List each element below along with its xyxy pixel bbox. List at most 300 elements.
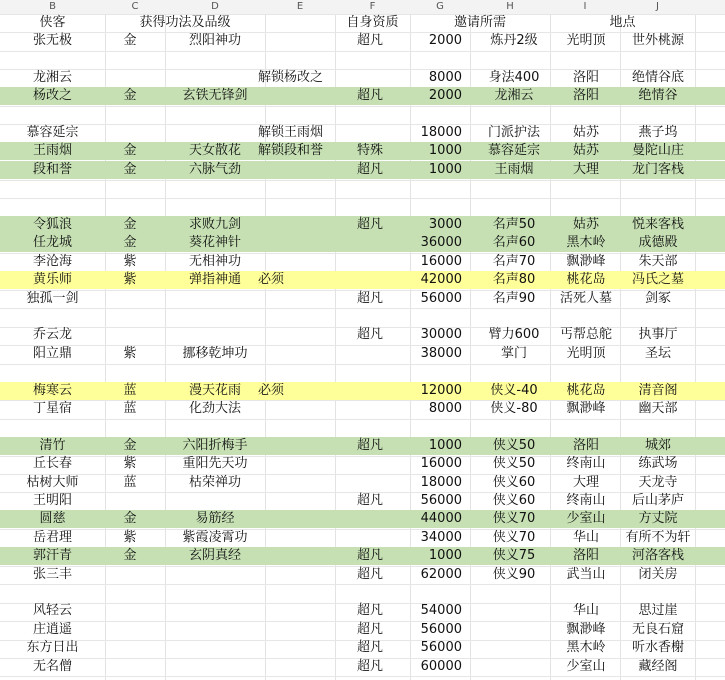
- skill-cell[interactable]: 易筋经: [195, 511, 235, 527]
- grade-cell[interactable]: 金: [123, 235, 137, 251]
- name-cell[interactable]: 无名僧: [32, 658, 72, 674]
- sublocation-cell[interactable]: 世外桃源: [631, 33, 684, 48]
- note-cell[interactable]: 解锁段和誉: [258, 143, 324, 159]
- col-header-B[interactable]: B: [49, 1, 56, 12]
- skill-cell[interactable]: [165, 658, 265, 676]
- aptitude-cell[interactable]: 超凡: [356, 640, 383, 656]
- cost-cell[interactable]: 3000: [428, 217, 462, 232]
- requirement-cell[interactable]: 名声90: [492, 290, 536, 306]
- location-cell[interactable]: 飘渺峰: [566, 621, 606, 637]
- requirement-cell[interactable]: 龙湘云: [494, 88, 534, 104]
- skill-cell[interactable]: [165, 290, 265, 308]
- sublocation-cell[interactable]: 圣坛: [644, 345, 671, 361]
- skill-cell[interactable]: 六脉气劲: [188, 161, 241, 177]
- name-cell[interactable]: 任龙城: [32, 235, 72, 251]
- col-header-D[interactable]: D: [211, 1, 219, 12]
- cost-cell[interactable]: 38000: [420, 345, 462, 361]
- skill-cell[interactable]: [165, 621, 265, 639]
- aptitude-cell[interactable]: 超凡: [356, 658, 383, 674]
- grade-cell[interactable]: [105, 492, 155, 510]
- requirement-cell[interactable]: 炼丹2级: [490, 33, 538, 48]
- sublocation-cell[interactable]: 冯氏之墓: [631, 272, 684, 288]
- cost-cell[interactable]: 62000: [420, 566, 462, 582]
- skill-cell[interactable]: [165, 418, 265, 436]
- name-cell[interactable]: 张无极: [32, 33, 72, 48]
- aptitude-cell[interactable]: [340, 474, 400, 492]
- aptitude-cell[interactable]: [340, 455, 400, 473]
- aptitude-cell[interactable]: 超凡: [356, 548, 383, 564]
- name-cell[interactable]: 圆慈: [39, 511, 66, 527]
- sublocation-cell[interactable]: 曼陀山庄: [631, 143, 684, 159]
- name-cell[interactable]: [0, 106, 105, 124]
- sublocation-cell[interactable]: 天龙寺: [638, 474, 678, 490]
- aptitude-cell[interactable]: [340, 529, 400, 547]
- name-cell[interactable]: 庄逍遥: [32, 621, 72, 637]
- aptitude-cell[interactable]: [340, 69, 400, 87]
- grade-cell[interactable]: 金: [123, 143, 137, 159]
- requirement-cell[interactable]: 侠义-40: [490, 382, 538, 398]
- name-cell[interactable]: 阳立鼎: [32, 345, 72, 361]
- location-cell[interactable]: 黑木岭: [566, 235, 606, 251]
- requirement-cell[interactable]: 掌门: [500, 345, 527, 361]
- sublocation-cell[interactable]: [618, 198, 698, 216]
- location-cell[interactable]: 终南山: [566, 456, 606, 472]
- location-cell[interactable]: 姑苏: [572, 143, 599, 159]
- sublocation-cell[interactable]: 听水香榭: [631, 640, 684, 656]
- skill-cell[interactable]: 烈阳神功: [188, 33, 241, 48]
- sublocation-cell[interactable]: 执事厅: [638, 327, 678, 343]
- location-cell[interactable]: [550, 179, 622, 197]
- requirement-cell[interactable]: [470, 658, 558, 676]
- aptitude-cell[interactable]: [340, 234, 400, 252]
- name-cell[interactable]: 黄乐师: [32, 272, 72, 288]
- skill-cell[interactable]: 重阳先天功: [182, 456, 248, 472]
- name-cell[interactable]: 丁星宿: [32, 401, 72, 416]
- cost-cell[interactable]: [410, 106, 462, 124]
- col-header-C[interactable]: C: [131, 1, 139, 12]
- sublocation-cell[interactable]: 城郊: [644, 437, 671, 453]
- sublocation-cell[interactable]: 清音阁: [638, 382, 678, 398]
- grade-cell[interactable]: 金: [123, 88, 137, 104]
- name-cell[interactable]: 龙湘云: [32, 69, 72, 85]
- grade-cell[interactable]: [105, 69, 155, 87]
- cost-cell[interactable]: 42000: [420, 272, 462, 288]
- grade-cell[interactable]: 蓝: [123, 474, 137, 490]
- aptitude-cell[interactable]: 超凡: [356, 603, 383, 619]
- sublocation-cell[interactable]: 河洛客栈: [631, 548, 684, 564]
- grade-cell[interactable]: [105, 290, 155, 308]
- aptitude-cell[interactable]: 超凡: [356, 217, 383, 232]
- note-cell[interactable]: 解锁杨改之: [258, 69, 324, 85]
- skill-cell[interactable]: 挪移乾坤功: [182, 345, 248, 361]
- requirement-cell[interactable]: 名声60: [492, 235, 536, 251]
- skill-cell[interactable]: 六阳折梅手: [182, 437, 248, 453]
- sublocation-cell[interactable]: 闭关房: [638, 566, 678, 582]
- skill-cell[interactable]: [165, 50, 265, 68]
- name-cell[interactable]: 令狐浪: [32, 217, 72, 232]
- aptitude-cell[interactable]: [340, 418, 400, 436]
- requirement-cell[interactable]: 侠义50: [492, 437, 536, 453]
- name-cell[interactable]: 风轻云: [32, 603, 72, 619]
- sublocation-cell[interactable]: [618, 308, 698, 326]
- grade-cell[interactable]: [105, 639, 155, 657]
- skill-cell[interactable]: 漫天花雨: [188, 382, 241, 398]
- requirement-cell[interactable]: [470, 639, 558, 657]
- requirement-cell[interactable]: [470, 363, 558, 381]
- grade-cell[interactable]: 金: [123, 217, 137, 232]
- location-cell[interactable]: 少室山: [566, 658, 606, 674]
- requirement-cell[interactable]: 侠义70: [492, 511, 536, 527]
- name-cell[interactable]: [0, 584, 105, 602]
- aptitude-cell[interactable]: [340, 179, 400, 197]
- skill-cell[interactable]: [165, 492, 265, 510]
- location-cell[interactable]: 姑苏: [572, 217, 599, 232]
- aptitude-cell[interactable]: 超凡: [356, 290, 383, 306]
- requirement-cell[interactable]: [470, 179, 558, 197]
- skill-cell[interactable]: [165, 326, 265, 344]
- requirement-cell[interactable]: 慕容延宗: [487, 143, 540, 159]
- col-header-J[interactable]: J: [656, 1, 659, 12]
- requirement-cell[interactable]: [470, 308, 558, 326]
- sublocation-cell[interactable]: 无良石窟: [631, 621, 684, 637]
- name-cell[interactable]: 枯树大师: [26, 474, 79, 490]
- aptitude-cell[interactable]: [340, 106, 400, 124]
- name-cell[interactable]: 丘长春: [32, 456, 72, 472]
- location-cell[interactable]: [550, 308, 622, 326]
- skill-cell[interactable]: [165, 124, 265, 142]
- sublocation-cell[interactable]: 绝情谷底: [631, 69, 684, 85]
- grade-cell[interactable]: [105, 584, 155, 602]
- cost-cell[interactable]: [410, 418, 462, 436]
- header-name[interactable]: 侠客: [39, 15, 66, 30]
- location-cell[interactable]: 武当山: [566, 566, 606, 582]
- name-cell[interactable]: 张三丰: [32, 566, 72, 582]
- requirement-cell[interactable]: [470, 106, 558, 124]
- aptitude-cell[interactable]: [340, 253, 400, 271]
- grade-cell[interactable]: 金: [123, 511, 137, 527]
- location-cell[interactable]: [550, 584, 622, 602]
- sublocation-cell[interactable]: [618, 584, 698, 602]
- grade-cell[interactable]: [105, 418, 155, 436]
- skill-cell[interactable]: 弹指神通: [188, 272, 241, 288]
- grade-cell[interactable]: 金: [123, 161, 137, 177]
- sublocation-cell[interactable]: 幽天部: [638, 401, 678, 416]
- col-header-G[interactable]: G: [436, 1, 444, 12]
- skill-cell[interactable]: 求败九剑: [188, 217, 241, 232]
- note-cell[interactable]: 必须: [258, 272, 285, 288]
- grade-cell[interactable]: [105, 179, 155, 197]
- requirement-cell[interactable]: [470, 198, 558, 216]
- grade-cell[interactable]: [105, 658, 155, 676]
- location-cell[interactable]: 丐帮总舵: [559, 327, 612, 343]
- sublocation-cell[interactable]: 成德殿: [638, 235, 678, 251]
- name-cell[interactable]: [0, 50, 105, 68]
- grade-cell[interactable]: 紫: [123, 529, 137, 545]
- grade-cell[interactable]: 金: [123, 33, 137, 48]
- sublocation-cell[interactable]: 燕子坞: [638, 125, 678, 140]
- grade-cell[interactable]: [105, 198, 155, 216]
- cost-cell[interactable]: 30000: [420, 327, 462, 343]
- aptitude-cell[interactable]: [340, 382, 400, 400]
- sublocation-cell[interactable]: 后山茅庐: [631, 493, 684, 508]
- sublocation-cell[interactable]: 龙门客栈: [631, 161, 684, 177]
- grade-cell[interactable]: 紫: [123, 456, 137, 472]
- sublocation-cell[interactable]: 方丈院: [638, 511, 678, 527]
- grade-cell[interactable]: [105, 621, 155, 639]
- col-header-E[interactable]: E: [296, 1, 304, 12]
- aptitude-cell[interactable]: [340, 345, 400, 363]
- name-cell[interactable]: [0, 418, 105, 436]
- skill-cell[interactable]: 化劲大法: [188, 401, 241, 416]
- sublocation-cell[interactable]: 绝情谷: [638, 88, 678, 104]
- cost-cell[interactable]: 18000: [420, 474, 462, 490]
- location-cell[interactable]: 洛阳: [572, 69, 599, 85]
- name-cell[interactable]: 乔云龙: [32, 327, 72, 343]
- cost-cell[interactable]: 56000: [420, 640, 462, 656]
- aptitude-cell[interactable]: 超凡: [356, 88, 383, 104]
- requirement-cell[interactable]: 门派护法: [487, 125, 540, 140]
- cost-cell[interactable]: 8000: [428, 401, 462, 416]
- location-cell[interactable]: 姑苏: [572, 125, 599, 140]
- cost-cell[interactable]: 16000: [420, 456, 462, 472]
- requirement-cell[interactable]: 身法400: [488, 69, 540, 85]
- skill-cell[interactable]: [165, 639, 265, 657]
- name-cell[interactable]: 清竹: [39, 437, 66, 453]
- location-cell[interactable]: 大理: [572, 474, 599, 490]
- location-cell[interactable]: 活死人墓: [559, 290, 612, 306]
- grade-cell[interactable]: [105, 566, 155, 584]
- cost-cell[interactable]: 2000: [428, 88, 462, 104]
- grade-cell[interactable]: 紫: [123, 253, 137, 269]
- aptitude-cell[interactable]: 超凡: [356, 327, 383, 343]
- cost-cell[interactable]: 56000: [420, 290, 462, 306]
- aptitude-cell[interactable]: 超凡: [356, 437, 383, 453]
- sublocation-cell[interactable]: [618, 179, 698, 197]
- name-cell[interactable]: 梅寒云: [32, 382, 72, 398]
- location-cell[interactable]: [550, 418, 622, 436]
- requirement-cell[interactable]: [470, 50, 558, 68]
- skill-cell[interactable]: [165, 308, 265, 326]
- requirement-cell[interactable]: 名声50: [492, 217, 536, 232]
- col-header-F[interactable]: F: [369, 1, 376, 12]
- location-cell[interactable]: 飘渺峰: [566, 253, 606, 269]
- location-cell[interactable]: 光明顶: [566, 345, 606, 361]
- sublocation-cell[interactable]: 藏经阁: [638, 658, 678, 674]
- sublocation-cell[interactable]: [618, 50, 698, 68]
- location-cell[interactable]: 洛阳: [572, 548, 599, 564]
- aptitude-cell[interactable]: 超凡: [356, 621, 383, 637]
- sublocation-cell[interactable]: [618, 106, 698, 124]
- requirement-cell[interactable]: 侠义90: [492, 566, 536, 582]
- cost-cell[interactable]: [410, 179, 462, 197]
- cost-cell[interactable]: [410, 50, 462, 68]
- aptitude-cell[interactable]: [340, 50, 400, 68]
- skill-cell[interactable]: [165, 363, 265, 381]
- grade-cell[interactable]: 蓝: [123, 382, 137, 398]
- cost-cell[interactable]: [410, 363, 462, 381]
- location-cell[interactable]: 华山: [572, 603, 599, 619]
- grade-cell[interactable]: [105, 124, 155, 142]
- requirement-cell[interactable]: [470, 584, 558, 602]
- header-aptitude[interactable]: 自身资质: [346, 15, 399, 30]
- grade-cell[interactable]: [105, 308, 155, 326]
- cost-cell[interactable]: 12000: [420, 382, 462, 398]
- cost-cell[interactable]: 2000: [428, 33, 462, 48]
- name-cell[interactable]: 独孤一剑: [26, 290, 79, 306]
- col-header-I[interactable]: I: [583, 1, 587, 12]
- sublocation-cell[interactable]: [618, 363, 698, 381]
- cost-cell[interactable]: 1000: [428, 437, 462, 453]
- location-cell[interactable]: 桃花岛: [566, 272, 606, 288]
- grade-cell[interactable]: [105, 602, 155, 620]
- name-cell[interactable]: 王雨烟: [32, 143, 72, 159]
- requirement-cell[interactable]: 侠义60: [492, 493, 536, 508]
- name-cell[interactable]: 王明阳: [32, 493, 72, 508]
- location-cell[interactable]: 洛阳: [572, 88, 599, 104]
- requirement-cell[interactable]: 名声80: [492, 272, 536, 288]
- cost-cell[interactable]: 8000: [428, 69, 462, 85]
- requirement-cell[interactable]: [470, 418, 558, 436]
- skill-cell[interactable]: 无相神功: [188, 253, 241, 269]
- aptitude-cell[interactable]: 超凡: [356, 493, 383, 508]
- aptitude-cell[interactable]: 超凡: [356, 33, 383, 48]
- cost-cell[interactable]: [410, 198, 462, 216]
- name-cell[interactable]: [0, 179, 105, 197]
- requirement-cell[interactable]: 侠义50: [492, 456, 536, 472]
- cost-cell[interactable]: [410, 584, 462, 602]
- requirement-cell[interactable]: 名声70: [492, 253, 536, 269]
- cost-cell[interactable]: 44000: [420, 511, 462, 527]
- sublocation-cell[interactable]: 练武场: [638, 456, 678, 472]
- cost-cell[interactable]: 34000: [420, 529, 462, 545]
- cost-cell[interactable]: 54000: [420, 603, 462, 619]
- location-cell[interactable]: 洛阳: [572, 437, 599, 453]
- requirement-cell[interactable]: [470, 621, 558, 639]
- requirement-cell[interactable]: 王雨烟: [494, 161, 534, 177]
- cost-cell[interactable]: 56000: [420, 621, 462, 637]
- requirement-cell[interactable]: 侠义60: [492, 474, 536, 490]
- grade-cell[interactable]: 蓝: [123, 401, 137, 416]
- cost-cell[interactable]: [410, 308, 462, 326]
- location-cell[interactable]: 少室山: [566, 511, 606, 527]
- sublocation-cell[interactable]: 有所不为轩: [625, 529, 691, 545]
- aptitude-cell[interactable]: [340, 400, 400, 418]
- cost-cell[interactable]: 1000: [428, 548, 462, 564]
- sublocation-cell[interactable]: 剑冢: [644, 290, 671, 306]
- name-cell[interactable]: 李沧海: [32, 253, 72, 269]
- requirement-cell[interactable]: 侠义-80: [490, 401, 538, 416]
- skill-cell[interactable]: [165, 566, 265, 584]
- name-cell[interactable]: 慕容延宗: [26, 125, 79, 140]
- location-cell[interactable]: 桃花岛: [566, 382, 606, 398]
- grade-cell[interactable]: [105, 106, 155, 124]
- grade-cell[interactable]: [105, 326, 155, 344]
- location-cell[interactable]: [550, 198, 622, 216]
- location-cell[interactable]: 黑木岭: [566, 640, 606, 656]
- skill-cell[interactable]: [165, 69, 265, 87]
- aptitude-cell[interactable]: [340, 124, 400, 142]
- header-skill[interactable]: 获得功法及品级: [139, 15, 231, 30]
- skill-cell[interactable]: [165, 584, 265, 602]
- location-cell[interactable]: 飘渺峰: [566, 401, 606, 416]
- name-cell[interactable]: 东方日出: [26, 640, 79, 656]
- aptitude-cell[interactable]: [340, 198, 400, 216]
- name-cell[interactable]: [0, 363, 105, 381]
- note-cell[interactable]: 必须: [258, 382, 285, 398]
- cost-cell[interactable]: 16000: [420, 253, 462, 269]
- cost-cell[interactable]: 1000: [428, 161, 462, 177]
- skill-cell[interactable]: 玄阴真经: [188, 548, 241, 564]
- sublocation-cell[interactable]: 朱天部: [638, 253, 678, 269]
- skill-cell[interactable]: [165, 179, 265, 197]
- requirement-cell[interactable]: [470, 602, 558, 620]
- cost-cell[interactable]: 18000: [420, 125, 462, 140]
- requirement-cell[interactable]: 侠义75: [492, 548, 536, 564]
- note-cell[interactable]: 解锁王雨烟: [258, 125, 324, 140]
- requirement-cell[interactable]: 侠义70: [492, 529, 536, 545]
- location-cell[interactable]: 终南山: [566, 493, 606, 508]
- skill-cell[interactable]: [165, 106, 265, 124]
- aptitude-cell[interactable]: 超凡: [356, 161, 383, 177]
- aptitude-cell[interactable]: [340, 271, 400, 289]
- skill-cell[interactable]: 葵花神针: [188, 235, 241, 251]
- location-cell[interactable]: 光明顶: [566, 33, 606, 48]
- cost-cell[interactable]: 1000: [428, 143, 462, 159]
- skill-cell[interactable]: 紫霞凌霄功: [182, 529, 248, 545]
- name-cell[interactable]: 杨改之: [32, 88, 72, 104]
- requirement-cell[interactable]: 臂力600: [488, 327, 540, 343]
- sublocation-cell[interactable]: 悦来客栈: [631, 217, 684, 232]
- header-requirement[interactable]: 邀请所需: [453, 15, 506, 30]
- location-cell[interactable]: 大理: [572, 161, 599, 177]
- skill-cell[interactable]: 玄铁无锋剑: [182, 88, 248, 104]
- location-cell[interactable]: [550, 106, 622, 124]
- cost-cell[interactable]: 56000: [420, 493, 462, 508]
- name-cell[interactable]: 段和誉: [32, 161, 72, 177]
- skill-cell[interactable]: 天女散花: [188, 143, 241, 159]
- cost-cell[interactable]: 36000: [420, 235, 462, 251]
- table-row: [0, 161, 725, 179]
- location-cell[interactable]: [550, 363, 622, 381]
- location-cell[interactable]: [550, 50, 622, 68]
- aptitude-cell[interactable]: [340, 363, 400, 381]
- aptitude-cell[interactable]: [340, 510, 400, 528]
- name-cell[interactable]: 岳君理: [32, 529, 72, 545]
- sublocation-cell[interactable]: [618, 418, 698, 436]
- skill-cell[interactable]: [165, 602, 265, 620]
- location-cell[interactable]: 华山: [572, 529, 599, 545]
- cost-cell[interactable]: 60000: [420, 658, 462, 674]
- aptitude-cell[interactable]: 超凡: [356, 566, 383, 582]
- col-header-H[interactable]: H: [506, 1, 514, 12]
- header-location[interactable]: 地点: [609, 15, 636, 30]
- skill-cell[interactable]: [165, 198, 265, 216]
- grade-cell[interactable]: 紫: [123, 345, 137, 361]
- aptitude-cell[interactable]: 特殊: [356, 143, 383, 159]
- grade-cell[interactable]: [105, 363, 155, 381]
- name-cell[interactable]: 郭汗青: [32, 548, 72, 564]
- name-cell[interactable]: [0, 308, 105, 326]
- skill-cell[interactable]: 枯荣禅功: [188, 474, 241, 490]
- grade-cell[interactable]: [105, 50, 155, 68]
- name-cell[interactable]: [0, 198, 105, 216]
- grade-cell[interactable]: 金: [123, 437, 137, 453]
- aptitude-cell[interactable]: [340, 308, 400, 326]
- sublocation-cell[interactable]: 思过崖: [638, 603, 678, 619]
- grade-cell[interactable]: 紫: [123, 272, 137, 288]
- grade-cell[interactable]: 金: [123, 548, 137, 564]
- aptitude-cell[interactable]: [340, 584, 400, 602]
